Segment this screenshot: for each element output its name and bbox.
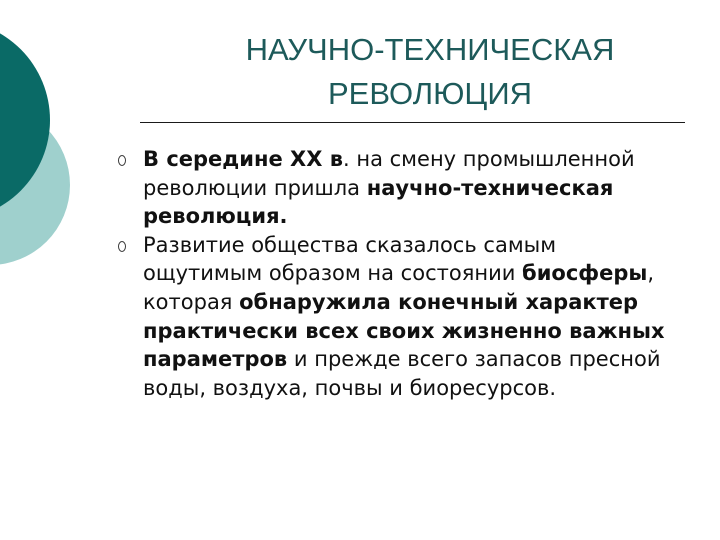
slide-title-line-1: НАУЧНО-ТЕХНИЧЕСКАЯ <box>245 32 615 67</box>
bullet-item-2 <box>118 231 678 403</box>
slide-title-line-2: РЕВОЛЮЦИЯ <box>327 76 533 111</box>
hollow-circle-bullet-icon <box>118 155 126 166</box>
bullet-list <box>118 145 678 402</box>
bullet-item-1 <box>118 145 678 231</box>
hollow-circle-bullet-icon <box>118 241 126 252</box>
bullet-2-segment-2: биосферы <box>522 261 648 286</box>
bullet-2-segment-4: обнаружила конечный характер практически всех своих жизненно важных параметров <box>143 289 665 372</box>
title-divider <box>140 122 685 123</box>
slide-title <box>150 28 710 116</box>
bullet-2-segment-1: Развитие общества сказалось самым ощутимым образом на состоянии <box>143 232 557 286</box>
bullet-1-segment-1: В середине ХХ в <box>143 147 344 171</box>
bullet-2-segment-3: , которая <box>143 261 655 314</box>
decorative-circles <box>0 0 120 300</box>
bullet-1-segment-3: научно-техническая революция. <box>143 175 614 229</box>
bullet-1-segment-2: . на смену промышленной революции пришла <box>143 147 635 200</box>
bullet-2-segment-5: и прежде всего запасов пресной воды, воздуха, почвы и биоресурсов. <box>143 347 661 400</box>
